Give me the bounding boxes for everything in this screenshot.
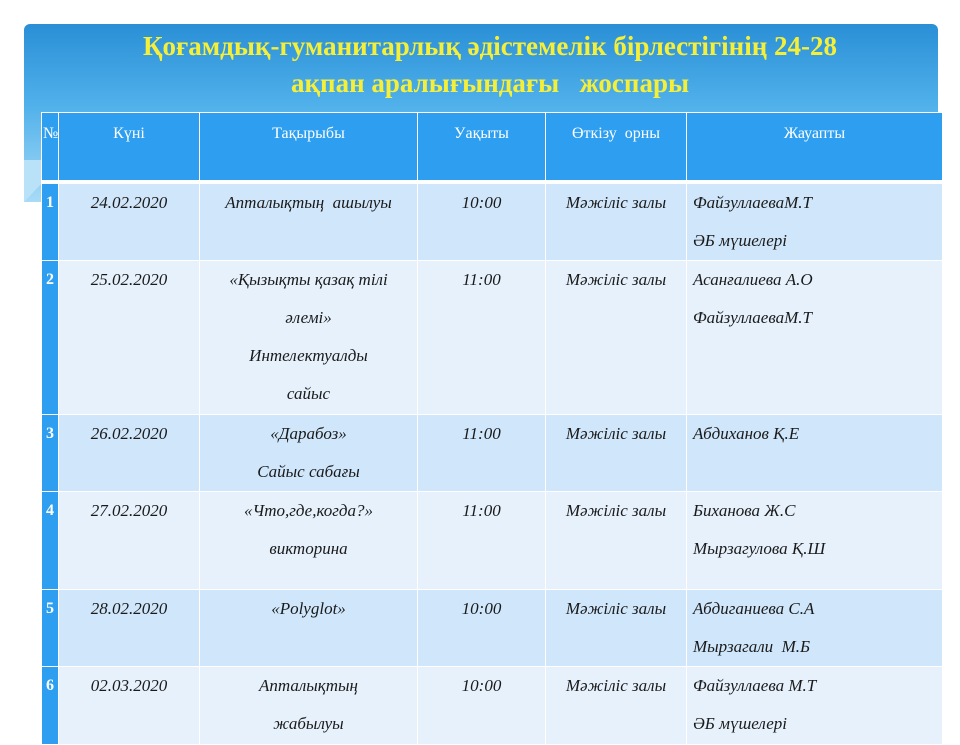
topic-line: сайыс — [286, 384, 331, 403]
table-header-row — [42, 113, 943, 183]
row-responsible — [687, 492, 943, 590]
row-date: 27.02.2020 — [59, 492, 200, 590]
row-date: 24.02.2020 — [59, 182, 200, 261]
row-number: 2 — [42, 261, 59, 415]
responsible-line: ӘБ мүшелері — [693, 231, 787, 250]
header-number: № — [42, 113, 59, 183]
row-responsible — [687, 182, 943, 261]
topic-line: Апталықтың ашылуы — [225, 193, 392, 212]
header-responsible: Жауапты — [687, 113, 943, 183]
header-place: Өткізу орны — [546, 113, 687, 183]
row-date: 26.02.2020 — [59, 415, 200, 492]
responsible-line: Файзуллаева М.Т — [693, 676, 817, 695]
responsible-line: Асанғалиева А.О — [693, 270, 813, 289]
row-place: Мәжіліс залы — [546, 415, 687, 492]
topic-line: әлемі» — [285, 308, 332, 327]
topic-line: «Что,где,когда?» — [243, 501, 373, 520]
topic-line: «Қызықты қазақ тілі — [229, 270, 388, 289]
row-topic — [200, 667, 418, 745]
responsible-line: Биханова Ж.С — [693, 501, 796, 520]
row-place: Мәжіліс залы — [546, 590, 687, 667]
row-time: 10:00 — [418, 667, 546, 745]
table-row — [42, 667, 943, 745]
page-title — [40, 28, 940, 102]
row-responsible — [687, 261, 943, 415]
row-place: Мәжіліс залы — [546, 667, 687, 745]
topic-line: «Дарабоз» — [270, 424, 347, 443]
topic-line: Апталықтың — [259, 676, 358, 695]
row-topic — [200, 261, 418, 415]
row-topic — [200, 492, 418, 590]
row-responsible — [687, 415, 943, 492]
row-number: 6 — [42, 667, 59, 745]
row-time: 10:00 — [418, 182, 546, 261]
topic-line: «Polyglot» — [271, 599, 346, 618]
topic-line: Интелектуалды — [249, 346, 368, 365]
row-topic — [200, 182, 418, 261]
row-date: 25.02.2020 — [59, 261, 200, 415]
header-date: Күні — [59, 113, 200, 183]
table-row — [42, 261, 943, 415]
row-responsible — [687, 667, 943, 745]
row-number: 5 — [42, 590, 59, 667]
topic-line: викторина — [269, 539, 348, 558]
responsible-line: ФайзуллаеваМ.Т — [693, 193, 812, 212]
row-time: 10:00 — [418, 590, 546, 667]
row-number: 1 — [42, 182, 59, 261]
header-time: Уақыты — [418, 113, 546, 183]
row-topic — [200, 415, 418, 492]
responsible-line: ФайзуллаеваМ.Т — [693, 308, 812, 327]
row-topic — [200, 590, 418, 667]
row-date: 02.03.2020 — [59, 667, 200, 745]
header-topic: Тақырыбы — [200, 113, 418, 183]
table-row — [42, 590, 943, 667]
row-time: 11:00 — [418, 415, 546, 492]
row-responsible — [687, 590, 943, 667]
responsible-line: Мырзагали М.Б — [693, 637, 811, 656]
schedule-table-container — [41, 112, 942, 733]
schedule-table — [41, 112, 943, 745]
table-row — [42, 492, 943, 590]
row-time: 11:00 — [418, 261, 546, 415]
responsible-line: Абдиханов Қ.Е — [693, 424, 800, 443]
row-time: 11:00 — [418, 492, 546, 590]
table-row — [42, 182, 943, 261]
title-line-2: ақпан аралығындағы жоспары — [290, 68, 690, 98]
responsible-line: ӘБ мүшелері — [693, 714, 787, 733]
responsible-line: Мырзагулова Қ.Ш — [693, 539, 826, 558]
title-line-1: Қоғамдық-гуманитарлық әдістемелік бірлестігінің 24-28 — [142, 31, 838, 61]
responsible-line: Абдиганиева С.А — [693, 599, 815, 618]
row-number: 4 — [42, 492, 59, 590]
topic-line: Сайыс сабағы — [257, 462, 360, 481]
row-place: Мәжіліс залы — [546, 182, 687, 261]
row-number: 3 — [42, 415, 59, 492]
topic-line: жабылуы — [273, 714, 344, 733]
row-date: 28.02.2020 — [59, 590, 200, 667]
row-place: Мәжіліс залы — [546, 261, 687, 415]
row-place: Мәжіліс залы — [546, 492, 687, 590]
table-row — [42, 415, 943, 492]
